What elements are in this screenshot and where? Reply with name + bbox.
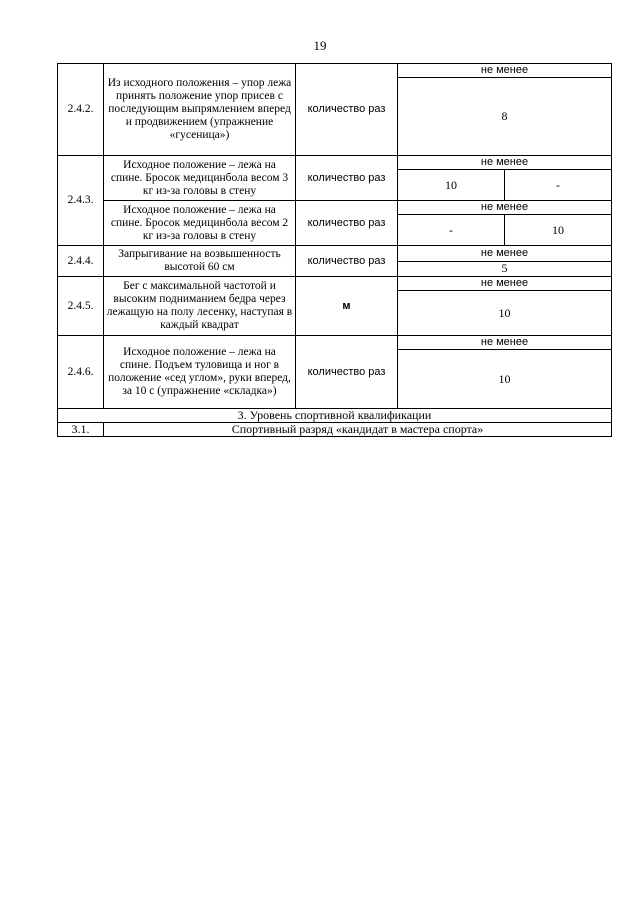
value-cell-boys: - xyxy=(398,215,505,246)
exercise-description: Бег с максимальной частотой и высоким подниманием бедра через лежащую на полу лесенку, наступая в каждый квадрат xyxy=(104,277,296,336)
exercise-description: Из исходного положения – упор лежа принять положение упор присев с последующим выпрямлением вперед и продвижением (упражнение «гусеница») xyxy=(104,64,296,156)
row-number: 2.4.6. xyxy=(58,336,104,409)
unit-cell: количество раз xyxy=(296,156,398,201)
value-cell-boys: 10 xyxy=(398,170,505,201)
table-row xyxy=(58,64,612,78)
row-number: 3.1. xyxy=(58,423,104,437)
row-number: 2.4.2. xyxy=(58,64,104,156)
value-cell-girls: - xyxy=(505,170,612,201)
unit-cell: м xyxy=(296,277,398,336)
min-header: не менее xyxy=(398,246,612,262)
row-number: 2.4.4. xyxy=(58,246,104,277)
value-cell: 8 xyxy=(398,78,612,156)
table-row xyxy=(58,336,612,350)
min-header: не менее xyxy=(398,277,612,291)
exercise-description: Исходное положение – лежа на спине. Бросок медицинбола весом 3 кг из-за головы в стену xyxy=(104,156,296,201)
unit-cell: количество раз xyxy=(296,201,398,246)
unit-cell: количество раз xyxy=(296,336,398,409)
min-header: не менее xyxy=(398,64,612,78)
table-row xyxy=(58,246,612,262)
min-header: не менее xyxy=(398,201,612,215)
unit-cell: количество раз xyxy=(296,246,398,277)
qualification-text: Спортивный разряд «кандидат в мастера спорта» xyxy=(104,423,612,437)
page-number: 19 xyxy=(313,38,327,53)
table-row xyxy=(58,201,612,215)
exercise-description: Исходное положение – лежа на спине. Бросок медицинбола весом 2 кг из-за головы в стену xyxy=(104,201,296,246)
table-row xyxy=(58,156,612,170)
value-cell: 10 xyxy=(398,291,612,336)
norms-table xyxy=(57,63,612,437)
exercise-description: Исходное положение – лежа на спине. Подъем туловища и ног в положение «сед углом», руки вперед, за 10 с (упражнение «складка») xyxy=(104,336,296,409)
value-cell: 5 xyxy=(398,261,612,277)
exercise-description: Запрыгивание на возвышенность высотой 60 см xyxy=(104,246,296,277)
value-cell: 10 xyxy=(398,350,612,409)
table-row xyxy=(58,423,612,437)
min-header: не менее xyxy=(398,336,612,350)
value-cell-girls: 10 xyxy=(505,215,612,246)
table-row xyxy=(58,409,612,423)
unit-cell: количество раз xyxy=(296,64,398,156)
row-number: 2.4.5. xyxy=(58,277,104,336)
row-number: 2.4.3. xyxy=(58,156,104,246)
table-row xyxy=(58,277,612,291)
section-heading: 3. Уровень спортивной квалификации xyxy=(58,409,612,423)
min-header: не менее xyxy=(398,156,612,170)
